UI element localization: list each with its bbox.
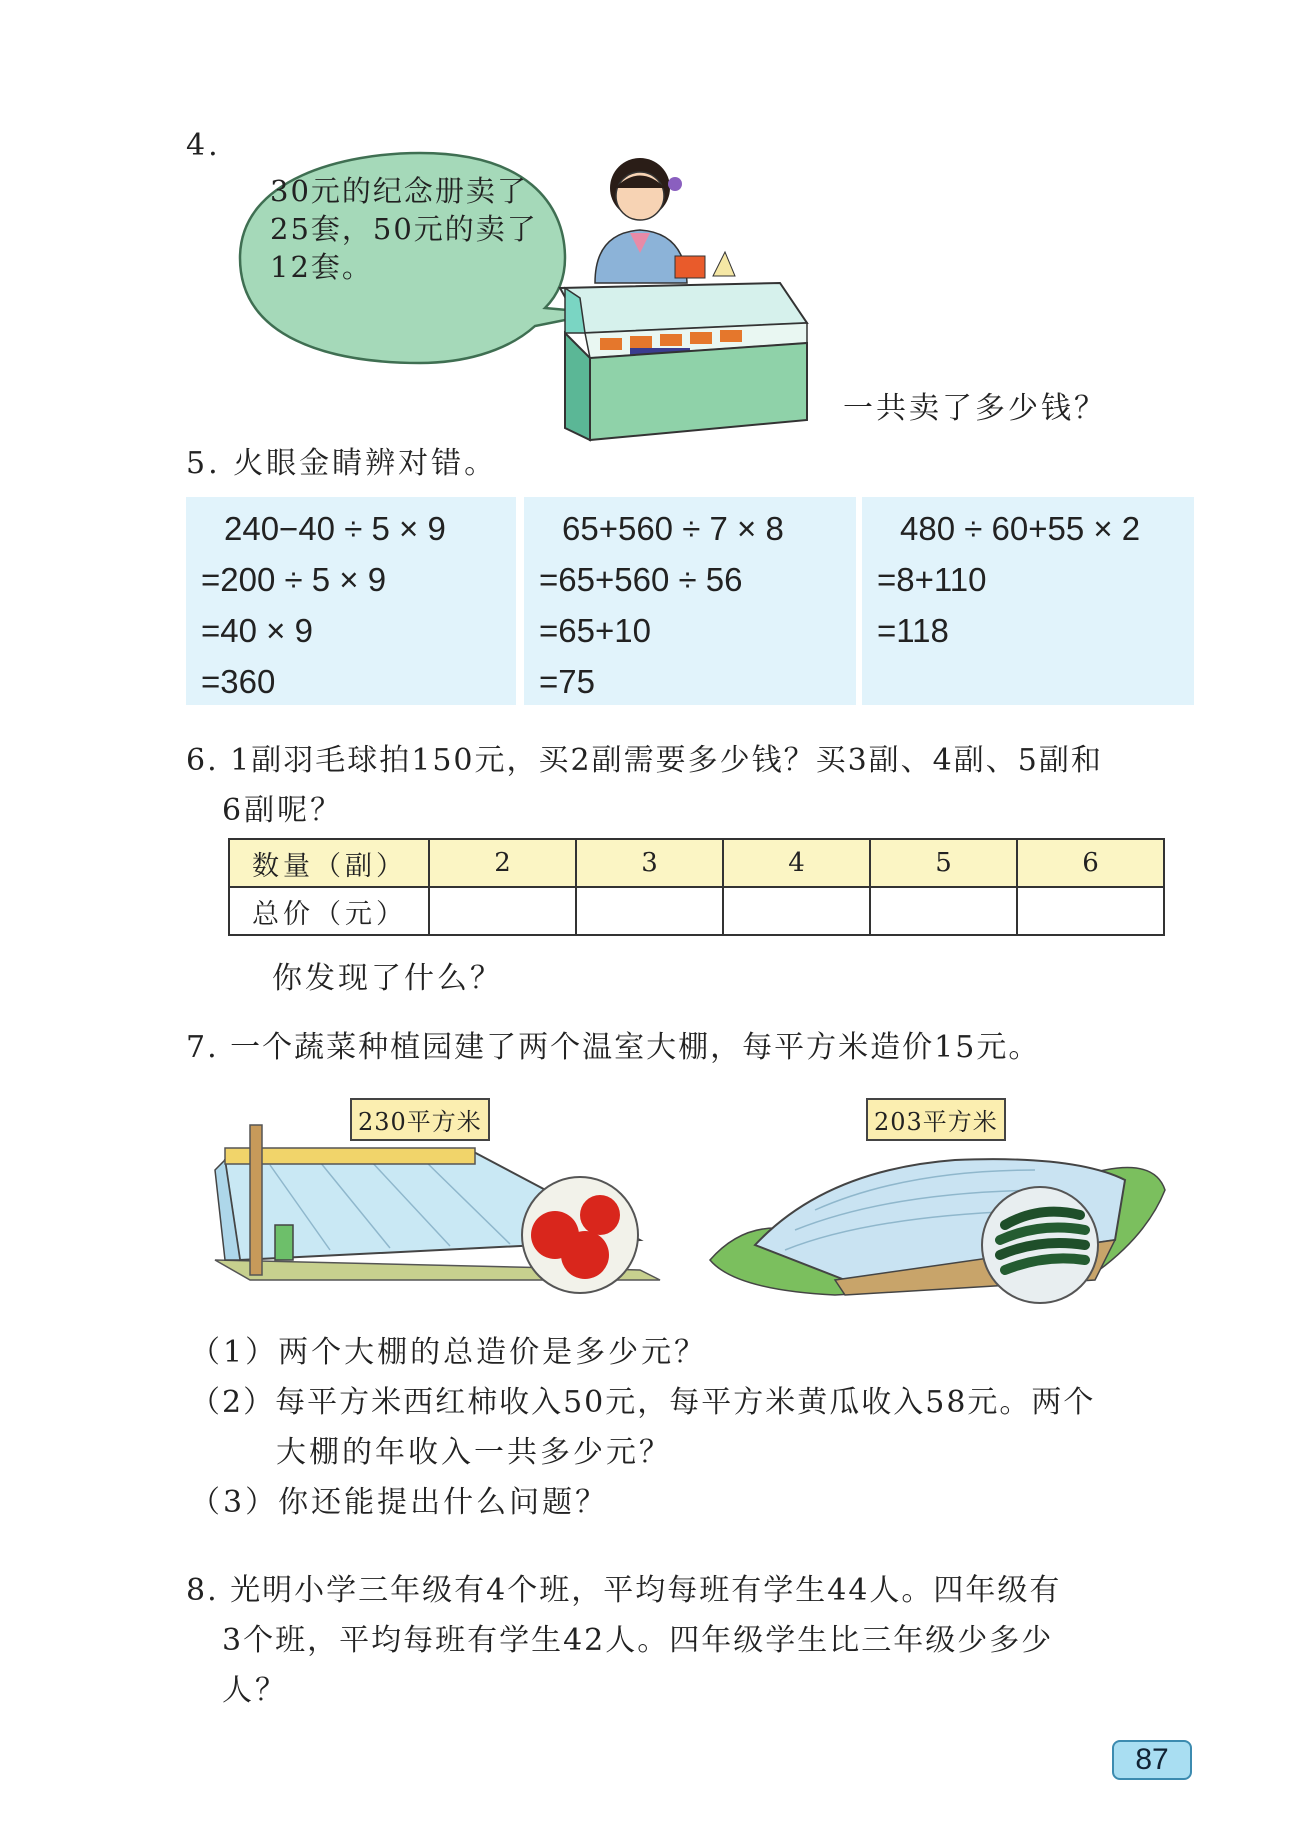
calc-line: =118 xyxy=(877,612,949,649)
seller-figure xyxy=(595,158,735,283)
q6-followup: 你发现了什么？ xyxy=(272,961,503,996)
calc-line: =8+110 xyxy=(877,561,987,598)
q7-sub-2-line-1: （2）每平方米西红柿收入50元，每平方米黄瓜收入58元。两个 xyxy=(190,1385,1096,1420)
calc-line: 240−40 ÷ 5 × 9 xyxy=(224,510,446,547)
bubble-line-3: 12套。 xyxy=(270,250,373,284)
quantity-cell: 4 xyxy=(723,839,870,887)
area-label-left: 230平方米 xyxy=(350,1098,490,1141)
tomato-greenhouse-illustration xyxy=(210,1120,670,1300)
calc-line: =65+10 xyxy=(539,612,651,649)
bubble-line-2: 25套，50元的卖了 xyxy=(270,212,538,246)
calc-line: 480 ÷ 60+55 × 2 xyxy=(900,510,1141,547)
q7-sub-1: （1）两个大棚的总造价是多少元？ xyxy=(190,1335,708,1370)
q4-number: 4. xyxy=(186,128,221,163)
page-number: 87 xyxy=(1112,1740,1192,1780)
q8-line-2: 3个班，平均每班有学生42人。四年级学生比三年级少多少 xyxy=(222,1623,1054,1658)
total-price-header: 总价（元） xyxy=(229,887,429,935)
calc-box-2 xyxy=(524,497,856,705)
calc-line: =65+560 ÷ 56 xyxy=(539,561,743,598)
q8-line-3: 人？ xyxy=(222,1673,288,1708)
calc-line: 65+560 ÷ 7 × 8 xyxy=(562,510,784,547)
cucumber-greenhouse-illustration xyxy=(705,1130,1175,1305)
calc-line: =75 xyxy=(539,663,595,700)
q4-question: 一共卖了多少钱？ xyxy=(843,391,1107,426)
answer-cell[interactable] xyxy=(576,887,723,935)
area-label-right: 203平方米 xyxy=(866,1098,1006,1141)
answer-cell[interactable] xyxy=(870,887,1017,935)
quantity-cell: 5 xyxy=(870,839,1017,887)
calc-line: =200 ÷ 5 × 9 xyxy=(201,561,387,598)
calc-box-1 xyxy=(186,497,516,705)
quantity-cell: 2 xyxy=(429,839,576,887)
q7-sub-3: （3）你还能提出什么问题？ xyxy=(190,1485,609,1520)
answer-cell[interactable] xyxy=(1017,887,1164,935)
q6-line-2: 6副呢？ xyxy=(222,793,344,828)
display-counter xyxy=(560,283,807,440)
quantity-cell: 3 xyxy=(576,839,723,887)
answer-cell[interactable] xyxy=(723,887,870,935)
q6-line-1: 6. 1副羽毛球拍150元，买2副需要多少钱？买3副、4副、5副和 xyxy=(186,743,1103,778)
answer-cell[interactable] xyxy=(429,887,576,935)
bubble-line-1: 30元的纪念册卖了 xyxy=(270,174,528,208)
q7-title: 7. 一个蔬菜种植园建了两个温室大棚，每平方米造价15元。 xyxy=(186,1030,1041,1065)
calc-line: =360 xyxy=(201,663,276,700)
speech-bubble-text xyxy=(270,172,538,286)
quantity-cell: 6 xyxy=(1017,839,1164,887)
q7-sub-2-line-2: 大棚的年收入一共多少元？ xyxy=(276,1435,672,1470)
quantity-header: 数量（副） xyxy=(229,839,429,887)
calc-box-3 xyxy=(862,497,1194,705)
q5-title: 5. 火眼金睛辨对错。 xyxy=(186,446,498,481)
q8-line-1: 8. 光明小学三年级有4个班，平均每班有学生44人。四年级有 xyxy=(186,1573,1062,1608)
table-row xyxy=(229,887,1164,935)
price-table xyxy=(228,838,1165,936)
calc-line: =40 × 9 xyxy=(201,612,313,649)
table-row xyxy=(229,839,1164,887)
